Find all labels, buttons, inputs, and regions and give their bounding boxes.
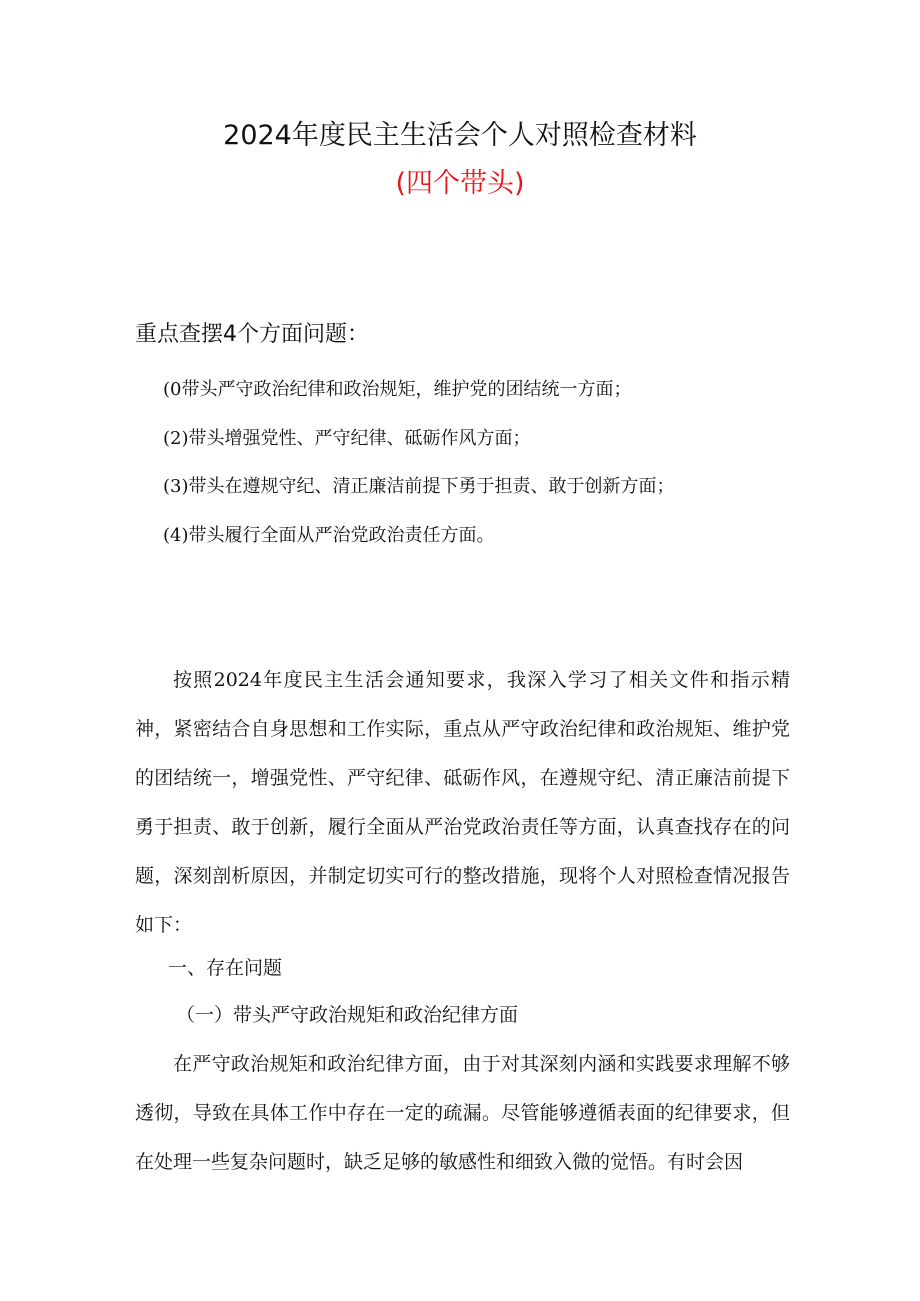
section-one-heading: 一、存在问题: [168, 957, 283, 979]
subsection-one-paragraph: 在严守政治规矩和政治纪律方面，由于对其深刻内涵和实践要求理解不够透彻，导致在具体工作中存在一定的疏漏。尽管能够遵循表面的纪律要求，但在处理一些复杂问题时，缺乏足够的敏感性和细致入微的觉悟。有时会因: [135, 1053, 790, 1173]
document-subtitle: (四个带头): [395, 168, 525, 199]
subsection-one-heading: （一）带头严守政治规矩和政治纪律方面: [176, 1004, 519, 1026]
focus-item-3: (3)带头在遵规守纪、清正廉洁前提下勇于担责、敢于创新方面；: [163, 476, 675, 497]
focus-item-1: (0带头严守政治纪律和政治规矩，维护党的团结统一方面；: [163, 379, 632, 400]
document-title: 2024年度民主生活会个人对照检查材料: [223, 120, 697, 151]
focus-list: [163, 375, 675, 569]
focus-heading: 重点查摆4个方面问题：: [135, 322, 369, 347]
intro-paragraph: 按照2024年度民主生活会通知要求，我深入学习了相关文件和指示精神，紧密结合自身思想和工作实际，重点从严守政治纪律和政治规矩、维护党的团结统一，增强党性、严守纪律、砥砺作风，在遵规守纪、清正廉洁前提下勇于担责、敢于创新，履行全面从严治党政治责任等方面，认真查找存在的问题，深刻剖析原因，并制定切实可行的整改措施，现将个人对照检查情况报告如下：: [135, 669, 790, 936]
focus-item-4: (4)带头履行全面从严治党政治责任方面。: [163, 524, 495, 546]
focus-item-2: (2)带头增强党性、严守纪律、砥砺作风方面；: [163, 427, 531, 449]
